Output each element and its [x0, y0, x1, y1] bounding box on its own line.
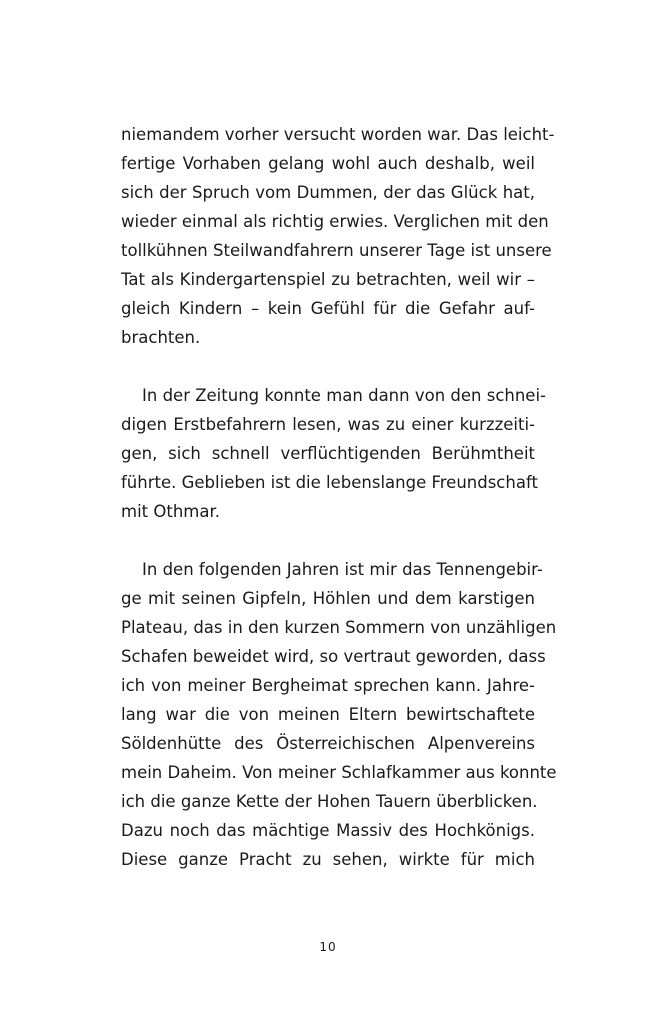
text-line: Schafen beweidet wird, so vertraut geworden, dass — [121, 647, 546, 666]
paragraph-gap — [121, 526, 535, 555]
text-line: Plateau, das in den kurzen Sommern von unzähligen — [121, 618, 557, 637]
text-line: ich die ganze Kette der Hohen Tauern überblicken. — [121, 792, 538, 811]
text-line: ge mit seinen Gipfeln, Höhlen und dem karstigen — [121, 589, 535, 608]
text-line: gleich Kindern – kein Gefühl für die Gefahr auf- — [121, 299, 535, 318]
body-text — [121, 120, 557, 874]
text-line: lang war die von meinen Eltern bewirtschaftete — [121, 705, 535, 724]
text-line: In der Zeitung konnte man dann von den schnei- — [142, 386, 547, 405]
text-line: brachten. — [121, 328, 201, 347]
paragraph-gap — [121, 352, 535, 381]
text-line: wieder einmal als richtig erwies. Verglichen mit den — [121, 212, 549, 231]
text-line: Söldenhütte des Österreichischen Alpenvereins — [121, 734, 535, 753]
text-line: niemandem vorher versucht worden war. Das leicht- — [121, 125, 555, 144]
text-line: tollkühnen Steilwandfahrern unserer Tage ist unsere — [121, 241, 552, 260]
text-line: mit Othmar. — [121, 502, 220, 521]
text-line: Diese ganze Pracht zu sehen, wirkte für mich — [121, 850, 535, 869]
text-line: mein Daheim. Von meiner Schlafkammer aus konnte — [121, 763, 557, 782]
text-line: digen Erstbefahrern lesen, was zu einer kurzzeiti- — [121, 415, 535, 434]
paragraph — [121, 381, 547, 526]
text-line: Tat als Kindergartenspiel zu betrachten, weil wir – — [121, 270, 535, 289]
text-line: sich der Spruch vom Dummen, der das Glück hat, — [121, 183, 535, 202]
text-line: führte. Geblieben ist die lebenslange Freundschaft — [121, 473, 538, 492]
page-number: 10 — [319, 940, 337, 954]
text-line: Dazu noch das mächtige Massiv des Hochkönigs. — [121, 821, 535, 840]
text-line: fertige Vorhaben gelang wohl auch deshalb, weil — [121, 154, 535, 173]
text-line: In den folgenden Jahren ist mir das Tennengebir- — [142, 560, 543, 579]
paragraph — [121, 120, 555, 352]
paragraph — [121, 555, 557, 874]
text-line: gen, sich schnell verflüchtigenden Berühmtheit — [121, 444, 535, 463]
text-line: ich von meiner Bergheimat sprechen kann. Jahre- — [121, 676, 535, 695]
